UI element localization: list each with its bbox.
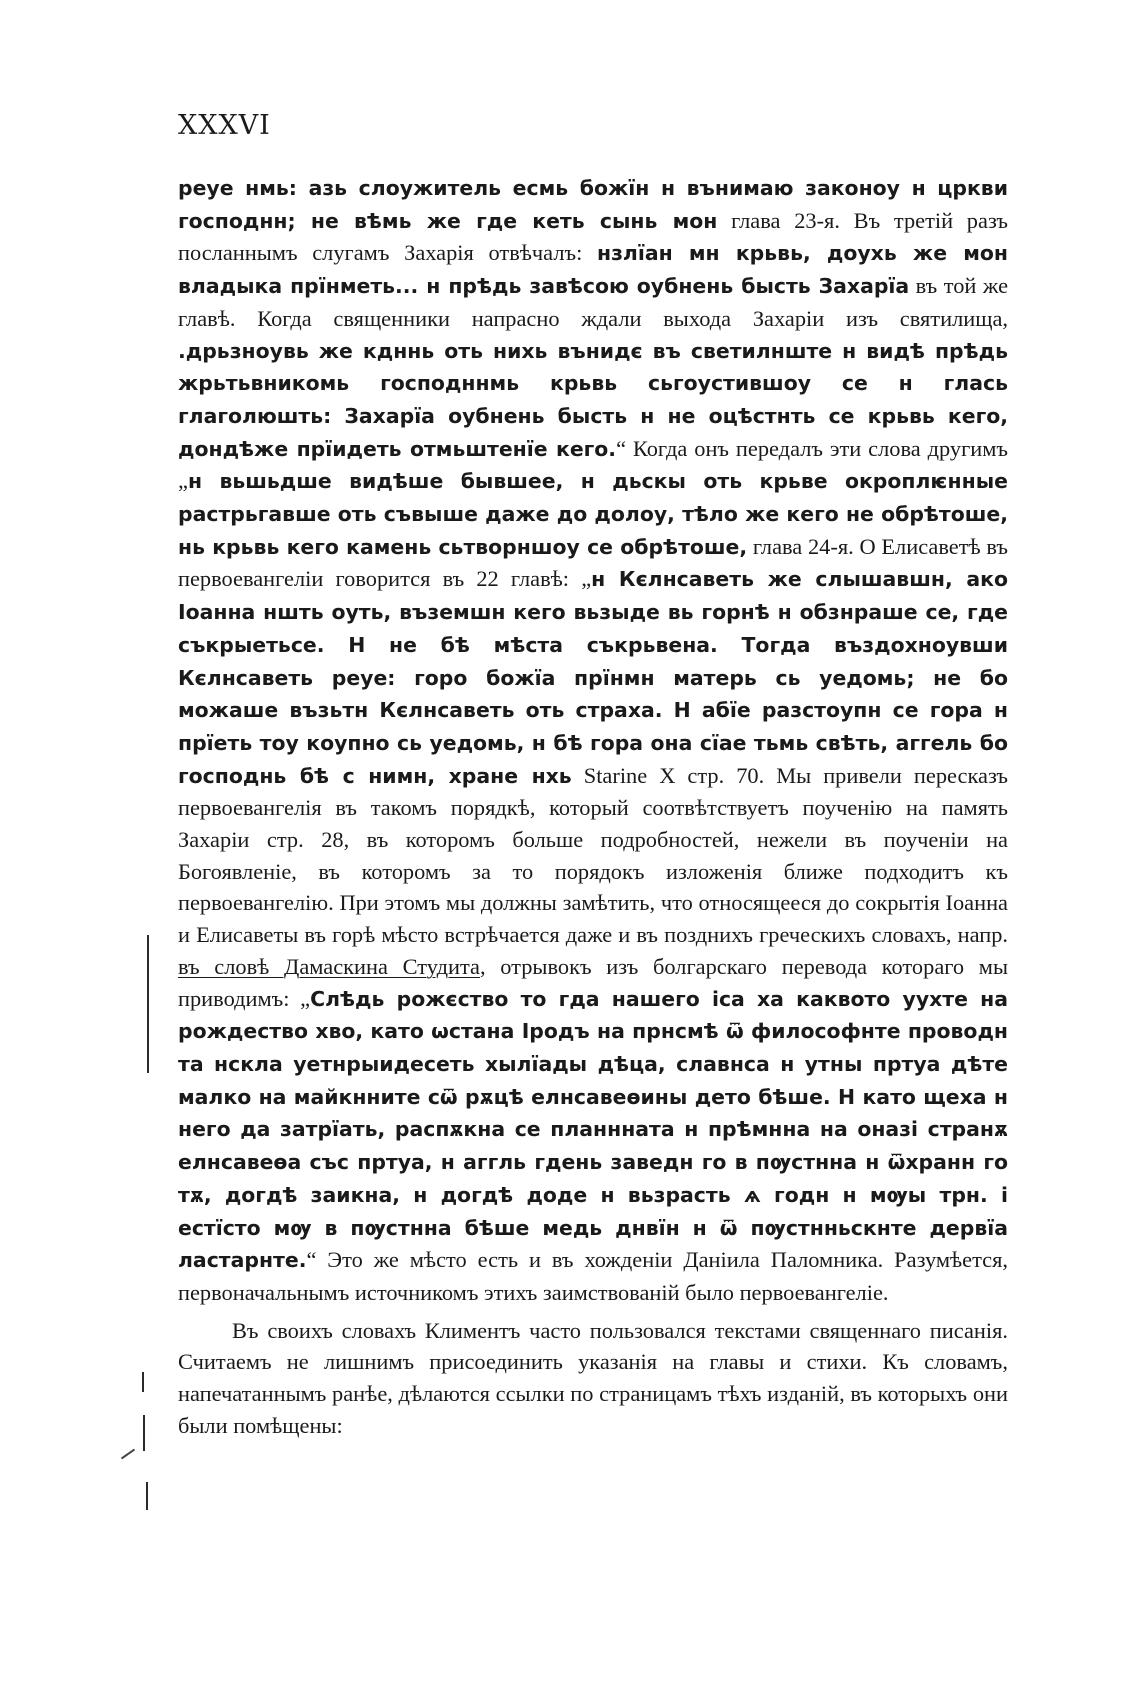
slavonic-quotation: Слѣдь рожєство то гда нашего іса ха каквото уухте на рождество хво, като ѡстана Іродъ на прнсмѣ ѿ философнте проводн та нскла уетнрыидесеть хылїады дѣца, славнса н утны пртуа дѣте малко на майкнните сѿ рѫцѣ елнсавеѳины дето бѣше. Н като щеха н него да затрїать, распѫкна се планннатa н прѣмнна на оназі странѫ елнсавеѳа със пртуа, н аггль гдень заведн го в пѹстнна н ѿхранн го тѫ, догдѣ заикна, н догдѣ доде н вьзрасть ѧ годн н мѹы трн. і естїсто мѹ в пѹстнна бѣше медь днвїн н ѿ пѹстнньскнте дервїа ластарнте. [178,986,1008,1273]
margin-pencil-mark [143,1415,145,1451]
paragraph-scripture-references: Въ своихъ словахъ Климентъ часто пользовался текстами священнаго писанія. Считаемъ не лишнимъ присоединить указанія на главы и стихи. Къ словамъ, напечатаннымъ ранѣе, дѣлаются ссылки по страницамъ тѣхъ изданій, въ которыхъ они были помѣщены: [178,1317,1008,1438]
commentary-text: глава 23-я. Въ третій разъ посланнымъ слугамъ Захарія отвѣчалъ: [178,207,1008,266]
commentary-text: , отрывокъ изъ болгарскаго перевода котораго мы приводимъ: „ [178,953,1009,1011]
slavonic-quotation: реуе нмь: азь слоужитель есмь божїн н вънимаю законоу н цркви господнн; не вѣмь же где кеть сынь мон [178,176,1008,233]
margin-pencil-mark [147,935,149,1073]
commentary-text: “ Когда онъ передалъ эти слова другимъ „ [178,435,1008,494]
underlined-reference: въ словѣ Дамаскина Студита [178,953,480,979]
slavonic-quotation: нзлїан мн крьвь, доухь же мон владыка прїнметь... н прѣдь завѣсою оубнень бысть Захарїа [178,241,1008,299]
slavonic-quotation: н вьшьдше видѣше бывшее, н дьскы оть крьве окроплѥнные растрьгавше оть съвыше даже до долоу, тѣло же кего не обрѣтоше, нь крьвь кего камень сьтворншоу се обрѣтоше, [178,469,1008,559]
commentary-text: глава 24-я. О Елисаветѣ въ первоевангеліи говорится въ 22 главѣ: „ [178,533,1008,592]
margin-pencil-mark [146,1482,148,1510]
body-text [178,172,1008,1441]
slavonic-quotation: .дрьзноувь же кдннь оть нихь вънидє въ светилнште н видѣ прѣдь жрьтьвникомь господннмь крьвь сьгоустившоу се н глась глаголюшть: Захарїа оубнень бысть н не оцѣстнть се крьвь кего, дондѣже прїидеть отмьштенїе кего. [178,338,1008,461]
page-number: XXXVI [178,110,271,141]
slavonic-quotation: н Кєлнсаветь же слышавшн, ако Іоанна ншть оуть, въземшн кего вьзыде вь горнѣ н обзнраше се, где съкрыетьсе. Н не бѣ мѣста съкрьвена. Тогда въздохноувши Кєлнсаветь реуе: горо божїа прїнмн матерь сь уедомь; не бо можаше възьтн Кєлнсаветь оть страха. Н абїе разстоупн се гора н прїеть тоу коупно сь уедомь, н бѣ гора она сїае тьмь свѣть, аггель бо господнь бѣ с нимн, хране нхь [178,567,1008,788]
commentary-text: въ той же главѣ. Когда священники напрасно ждали выхода Захаріи изъ святилища, [178,273,1009,331]
margin-pencil-tick [121,1449,135,1460]
margin-pencil-mark [142,1372,144,1392]
commentary-text: Starine X стр. 70. Мы привели пересказъ первоевангелія въ такомъ порядкѣ, который соотвѣтствуетъ поученію на память Захаріи стр. 28, въ которомъ больше подробностей, нежели въ поученіи на Богоявленіе, въ которомъ за то порядокъ изложенія ближе подходитъ къ первоевангелію. При этомъ мы должны замѣтить, что относящееся до сокрытія Іоанна и Елисаветы въ горѣ мѣсто встрѣчается даже и въ позднихъ греческихъ словахъ, напр. [178,762,1008,948]
commentary-text: “ Это же мѣсто есть и въ хожденіи Даніила Паломника. Разумѣется, первоначальнымъ источникомъ этихъ заимствованій было первоевангеліе. [178,1247,1008,1305]
paragraph-quotations [178,172,1008,1309]
